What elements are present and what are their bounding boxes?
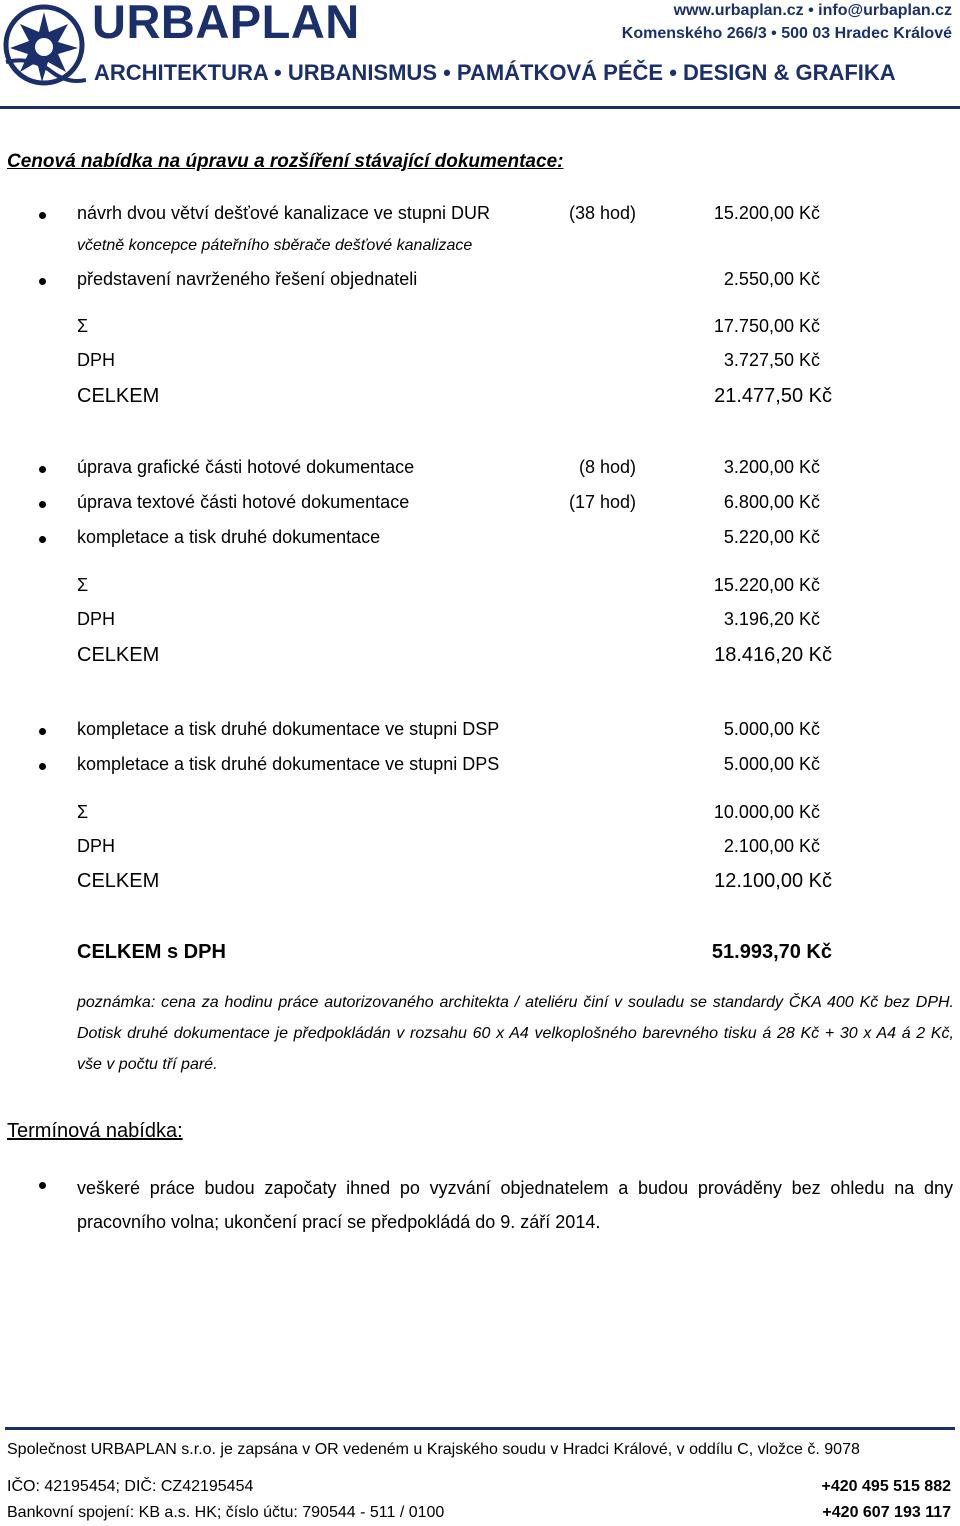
list-item (0, 457, 960, 481)
item-hours: (38 hod) (568, 203, 636, 223)
item-description: kompletace a tisk druhé dokumentace (77, 527, 381, 547)
item-price: 5.000,00 Kč (723, 754, 820, 774)
terms-text: veškeré práce budou započaty ihned po vyzvání objednatelem a budou prováděny bez ohledu na dny pracovního volna; ukončení prací se předpokládá do 9. září 2014. (77, 1178, 953, 1232)
list-item (0, 269, 960, 293)
item-price: 15.200,00 Kč (713, 203, 820, 223)
sum-label: Σ (77, 802, 89, 822)
total-value: 21.477,50 Kč (714, 385, 832, 407)
list-item (0, 527, 960, 551)
list-item (0, 754, 960, 778)
header-divider (0, 106, 960, 109)
company-registration: Společnost URBAPLAN s.r.o. je zapsána v OR vedeném u Krajského soudu v Hradci Králové, v oddílu C, vložce č. 9078 (7, 1441, 860, 1458)
sum-value: 15.220,00 Kč (713, 575, 820, 595)
vat-label: DPH (77, 350, 116, 370)
list-item (0, 203, 960, 227)
item-price: 5.000,00 Kč (723, 719, 820, 739)
bullet-icon (39, 278, 46, 285)
bullet-icon (39, 763, 46, 770)
grand-total-value: 51.993,70 Kč (711, 941, 832, 963)
sum-label: Σ (77, 575, 89, 595)
item-price: 2.550,00 Kč (723, 269, 820, 289)
grand-total-label: CELKEM s DPH (77, 941, 226, 963)
item-description: kompletace a tisk druhé dokumentace ve stupni DPS (77, 754, 500, 774)
item-hours: (8 hod) (578, 457, 636, 477)
total-label: CELKEM (77, 385, 160, 407)
vat-label: DPH (77, 836, 116, 856)
brand-name: URBAPLAN (92, 0, 360, 48)
item-description: představení navrženého řešení objednateli (77, 269, 418, 289)
item-description: úprava grafické části hotové dokumentace (77, 457, 415, 477)
company-ids: IČO: 42195454; DIČ: CZ42195454 (7, 1478, 254, 1495)
item-description: kompletace a tisk druhé dokumentace ve stupni DSP (77, 719, 500, 739)
total-value: 12.100,00 Kč (714, 870, 832, 892)
bullet-icon (39, 212, 46, 219)
contact-web-email[interactable]: www.urbaplan.cz • info@urbaplan.cz (673, 2, 952, 19)
list-item (0, 719, 960, 743)
sum-label: Σ (77, 316, 89, 336)
price-note: poznámka: cena za hodinu práce autorizovaného architekta / ateliéru činí v souladu se standardy ČKA 400 Kč bez DPH. Dotisk druhé dokumentace je předpokládán v rozsahu 60 x A4 velkoplošného barevného tisku á 28 Kč + 30 x A4 á 2 Kč, vše v počtu tří paré. (77, 994, 954, 1073)
offer-title: Cenová nabídka na úpravu a rozšíření stávající dokumentace: (7, 151, 564, 172)
bullet-icon (39, 728, 46, 735)
vat-value: 2.100,00 Kč (723, 836, 820, 856)
bullet-icon (39, 536, 46, 543)
tagline: ARCHITEKTURA • URBANISMUS • PAMÁTKOVÁ PÉČE • DESIGN & GRAFIKA (94, 60, 896, 85)
item-price: 5.220,00 Kč (723, 527, 820, 547)
item-subnote: včetně koncepce páteřního sběrače dešťové kanalizace (77, 237, 473, 254)
total-label: CELKEM (77, 870, 160, 892)
item-description: úprava textové části hotové dokumentace (77, 492, 410, 512)
bullet-icon (39, 501, 46, 508)
bank-account: Bankovní spojení: KB a.s. HK; číslo účtu: 790544 - 511 / 0100 (7, 1504, 445, 1521)
list-item (0, 492, 960, 516)
item-price: 3.200,00 Kč (723, 457, 820, 477)
bullet-icon (39, 466, 46, 473)
urbaplan-logo (2, 2, 86, 88)
company-address: Komenského 266/3 • 500 03 Hradec Králové (621, 25, 952, 42)
item-hours: (17 hod) (568, 492, 636, 512)
item-description: návrh dvou větví dešťové kanalizace ve stupni DUR (77, 203, 490, 223)
phone-1[interactable]: +420 495 515 882 (821, 1478, 951, 1495)
bullet-icon (39, 1182, 46, 1189)
terms-title: Termínová nabídka: (7, 1120, 183, 1142)
vat-value: 3.196,20 Kč (723, 609, 820, 629)
total-value: 18.416,20 Kč (714, 644, 832, 666)
vat-value: 3.727,50 Kč (723, 350, 820, 370)
sum-value: 10.000,00 Kč (713, 802, 820, 822)
item-price: 6.800,00 Kč (723, 492, 820, 512)
vat-label: DPH (77, 609, 116, 629)
sum-value: 17.750,00 Kč (713, 316, 820, 336)
total-label: CELKEM (77, 644, 160, 666)
footer-divider (5, 1427, 955, 1430)
phone-2[interactable]: +420 607 193 117 (822, 1504, 951, 1521)
